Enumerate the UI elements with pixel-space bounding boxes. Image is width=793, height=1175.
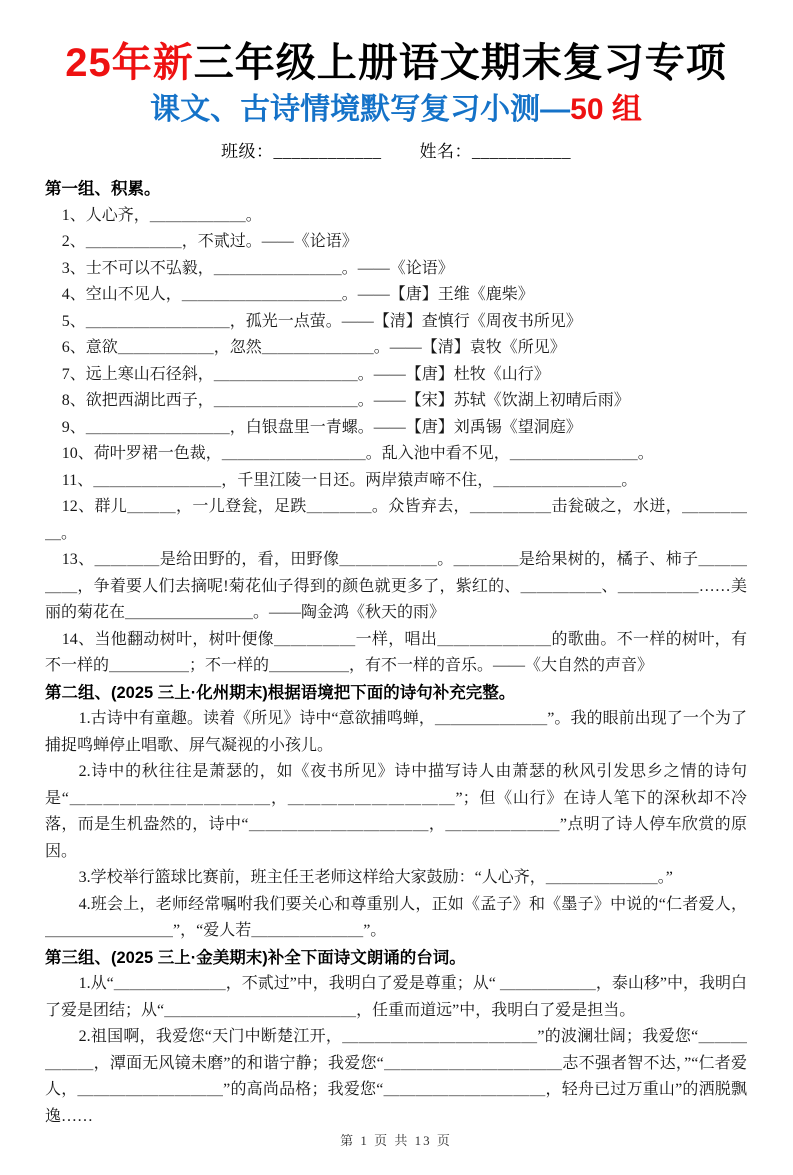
- section-group-2: [45, 680, 747, 945]
- title-main-text: 三年级上册语文期末复习专项: [193, 41, 727, 85]
- sec1-item-13: 13、＿＿＿＿是给田野的，看，田野像＿＿＿＿＿＿。＿＿＿＿是给果树的，橘子、柿子＿＿＿＿＿，争着要人们去摘呢!菊花仙子得到的颜色就更多了，紫红的、＿＿＿＿＿、＿＿＿＿＿……美丽的菊花在＿＿＿＿＿＿＿＿。——陶金鸿《秋天的雨》: [45, 551, 747, 621]
- sec3-item-1: 1.从“＿＿＿＿＿＿＿，不贰过”中，我明白了爱是尊重；从“ ＿＿＿＿＿＿，泰山移”中，我明白了爱是团结；从“＿＿＿＿＿＿＿＿＿＿＿＿，任重而道远”中，我明白了爱是担当。: [45, 975, 748, 1019]
- sec1-item-8: 8、欲把西湖比西子，＿＿＿＿＿＿＿＿＿。——【宋】苏轼《饮湖上初晴后雨》: [61, 392, 630, 409]
- sec2-item-2: 2.诗中的秋往往是萧瑟的，如《夜书所见》诗中描写诗人由萧瑟的秋风引发思乡之情的诗句是“＿＿＿＿＿＿＿＿＿＿＿＿，＿＿＿＿＿＿＿＿＿＿”；但《山行》在诗人笔下的深秋却不冷落，而是生机盎然的，诗中“＿＿＿＿＿＿＿＿＿＿＿，＿＿＿＿＿＿＿”点明了诗人停车欣赏的原因。: [45, 763, 747, 860]
- class-blank: ____________: [273, 142, 382, 161]
- worksheet-header: [45, 40, 747, 164]
- class-label: 班级：: [221, 142, 274, 161]
- section-2-heading: 第二组、(2025 三上·化州期末)根据语境把下面的诗句补充完整。: [45, 683, 516, 702]
- sec1-item-2: 2、＿＿＿＿＿＿，不贰过。——《论语》: [61, 233, 358, 250]
- page-number-footer: 第 1 页 共 13 页: [340, 1133, 452, 1148]
- sec1-item-1: 1、人心齐，＿＿＿＿＿＿。: [61, 206, 262, 224]
- sec1-item-4: 4、空山不见人，＿＿＿＿＿＿＿＿＿＿。——【唐】王维《鹿柴》: [61, 286, 534, 303]
- sec1-item-9: 9、＿＿＿＿＿＿＿＿＿，白银盘里一青螺。——【唐】刘禹锡《望洞庭》: [61, 418, 582, 436]
- sec1-item-5: 5、＿＿＿＿＿＿＿＿＿，孤光一点萤。——【清】查慎行《周夜书所见》: [61, 312, 582, 330]
- name-label: 姓名：: [419, 142, 472, 161]
- page-subtitle: [45, 92, 747, 128]
- sec1-item-6: 6、意欲＿＿＿＿＿＿，忽然＿＿＿＿＿＿＿。——【清】袁牧《所见》: [61, 339, 566, 356]
- sec1-item-7: 7、远上寒山石径斜，＿＿＿＿＿＿＿＿＿。——【唐】杜牧《山行》: [61, 365, 550, 383]
- subtitle-group-count: 50 组: [570, 93, 642, 126]
- name-blank: ___________: [472, 142, 571, 161]
- sec3-item-2: 2.祖国啊，我爱您“天门中断楚江开，＿＿＿＿＿＿＿＿＿＿＿＿”的波澜壮阔；我爱您“＿＿＿＿＿＿，潭面无风镜未磨”的和谐宁静；我爱您“＿＿＿＿＿＿＿＿＿＿＿志不强者智不达，”“仁者爱人，＿＿＿＿＿＿＿＿＿”的高尚品格；我爱您“＿＿＿＿＿＿＿＿＿＿，轻舟已过万重山”的洒脱飘逸……: [45, 1028, 747, 1125]
- sec2-item-1: 1.古诗中有童趣。读着《所见》诗中“意欲捕鸣蝉，＿＿＿＿＿＿＿”。我的眼前出现了一个为了捕捉鸣蝉停止唱歌、屏气凝视的小孩儿。: [45, 710, 747, 754]
- page-title: [45, 40, 747, 86]
- sec1-item-11: 11、＿＿＿＿＿＿＿＿，千里江陵一日还。两岸猿声啼不住，＿＿＿＿＿＿＿＿。: [61, 471, 638, 489]
- section-1-heading: 第一组、积累。: [45, 180, 161, 198]
- sec1-item-12: 12、群儿＿＿＿，一儿登瓮，足跌＿＿＿＿。众皆弃去，＿＿＿＿＿击瓮破之，水迸，＿＿＿＿＿。: [45, 498, 747, 542]
- subtitle-main-text: 课文、古诗情境默写复习小测—: [150, 93, 571, 126]
- section-group-1: [45, 176, 747, 680]
- student-info-line: [45, 140, 747, 164]
- sec1-item-10: 10、荷叶罗裙一色裁，＿＿＿＿＿＿＿＿＿。乱入池中看不见，＿＿＿＿＿＿＿＿。: [61, 445, 654, 462]
- section-group-3: [45, 945, 747, 1131]
- section-3-heading: 第三组、(2025 三上·金美期末)补全下面诗文朗诵的台词。: [45, 948, 466, 967]
- worksheet-body: [45, 176, 747, 1130]
- sec1-item-3: 3、士不可以不弘毅，＿＿＿＿＿＿＿＿。——《论语》: [61, 259, 454, 277]
- title-year-tag: 25年新: [65, 41, 194, 85]
- sec1-item-14: 14、当他翻动树叶，树叶便像＿＿＿＿＿一样，唱出＿＿＿＿＿＿＿的歌曲。不一样的树叶，有不一样的＿＿＿＿＿；不一样的＿＿＿＿＿，有不一样的音乐。——《大自然的声音》: [45, 630, 747, 674]
- sec2-item-3: 3.学校举行篮球比赛前，班主任王老师这样给大家鼓励：“人心齐，＿＿＿＿＿＿＿。”: [78, 869, 673, 886]
- sec2-item-4: 4.班会上，老师经常嘱咐我们要关心和尊重别人，正如《孟子》和《墨子》中说的“仁者爱人，＿＿＿＿＿＿＿＿”，“爱人若＿＿＿＿＿＿＿”。: [45, 895, 747, 939]
